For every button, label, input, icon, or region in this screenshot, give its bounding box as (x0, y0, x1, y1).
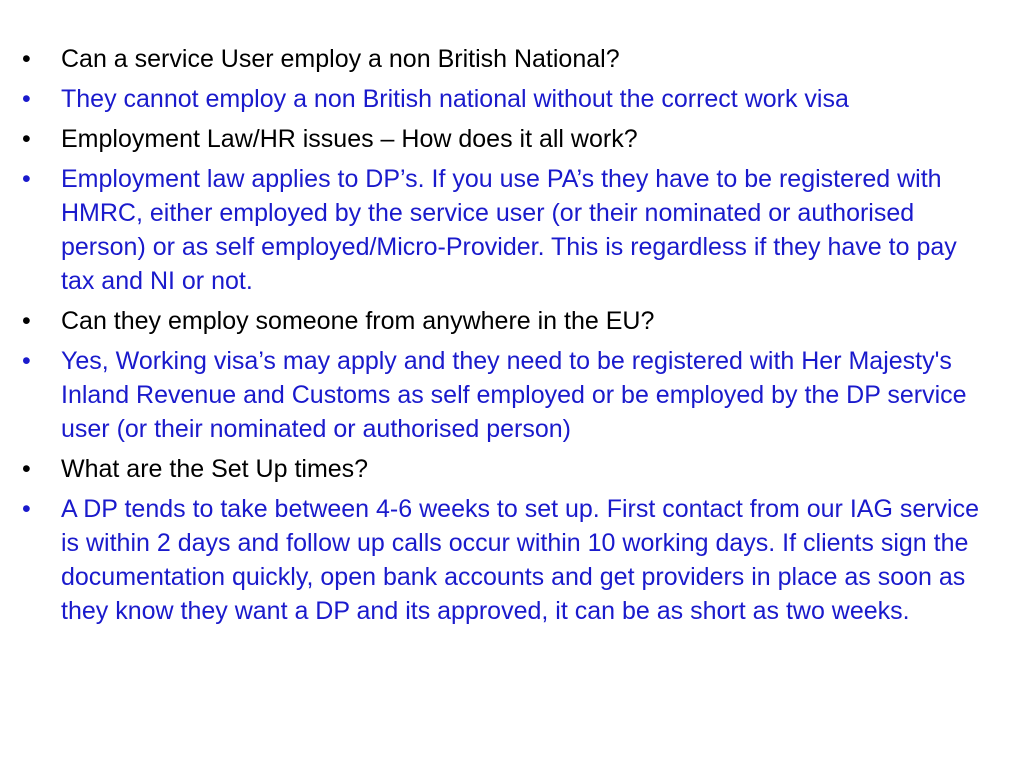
answer-item (0, 162, 1024, 298)
question-item (0, 122, 1024, 156)
bullet-icon: • (22, 495, 31, 523)
answer-item (0, 344, 1024, 446)
question-text: Can a service User employ a non British National? (61, 45, 620, 73)
faq-list (0, 42, 1024, 628)
bullet-icon: • (22, 125, 31, 153)
answer-item (0, 82, 1024, 116)
question-text: Employment Law/HR issues – How does it all work? (61, 125, 638, 153)
bullet-icon: • (22, 85, 31, 113)
question-item (0, 452, 1024, 486)
question-item (0, 304, 1024, 338)
answer-text: Yes, Working visa’s may apply and they need to be registered with Her Majesty's Inland Revenue and Customs as self employed or be employed by the DP service user (or their nominated or authorised person) (61, 347, 967, 443)
answer-text: Employment law applies to DP’s. If you use PA’s they have to be registered with HMRC, either employed by the service user (or their nominated or authorised person) or as self employed/Micro-Provider. This is regardless if they have to pay tax and NI or not. (61, 165, 957, 295)
bullet-icon: • (22, 347, 31, 375)
bullet-icon: • (22, 45, 31, 73)
bullet-icon: • (22, 165, 31, 193)
bullet-icon: • (22, 455, 31, 483)
answer-text: A DP tends to take between 4-6 weeks to set up. First contact from our IAG service is within 2 days and follow up calls occur within 10 working days. If clients sign the documentation quickly, open bank accounts and get providers in place as soon as they know they want a DP and its approved, it can be as short as two weeks. (61, 495, 980, 625)
answer-item (0, 492, 1024, 628)
bullet-icon: • (22, 307, 31, 335)
question-text: What are the Set Up times? (61, 455, 369, 483)
question-item (0, 42, 1024, 76)
question-text: Can they employ someone from anywhere in the EU? (61, 307, 655, 335)
answer-text: They cannot employ a non British national without the correct work visa (61, 85, 849, 113)
